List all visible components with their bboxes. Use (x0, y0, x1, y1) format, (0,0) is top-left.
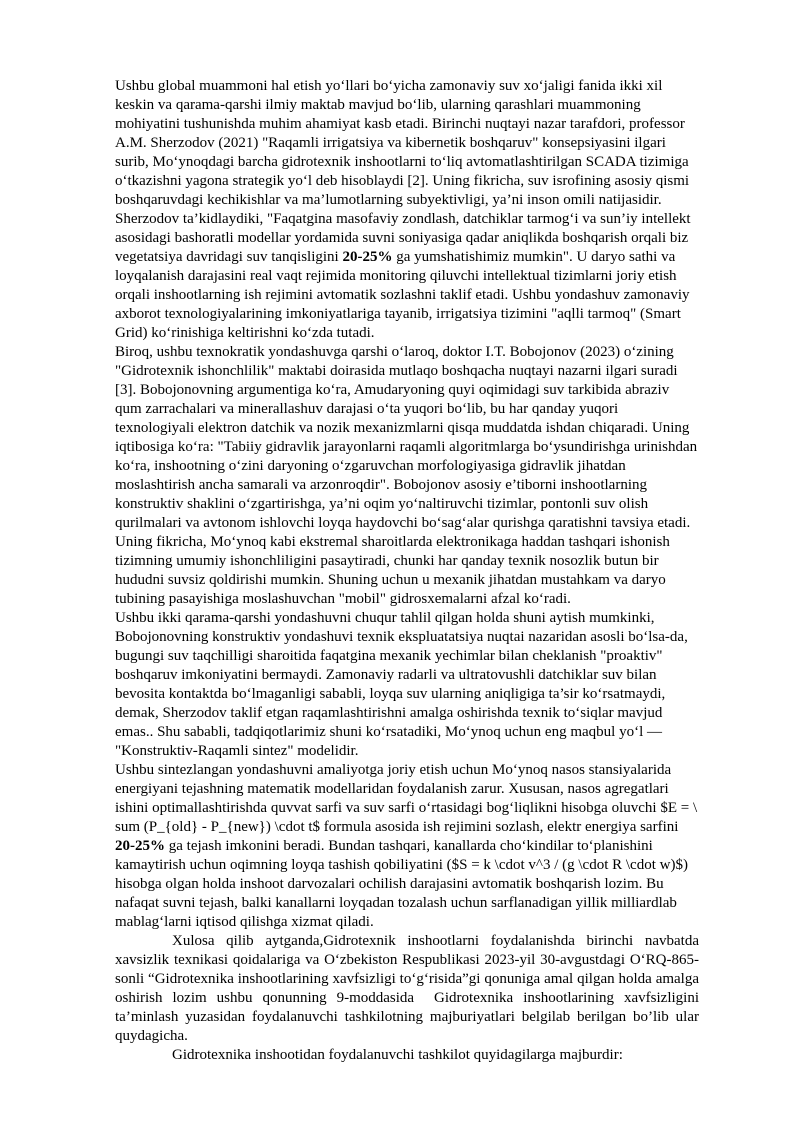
text-run: Ushbu sintezlangan yondashuvni amaliyotga joriy etish uchun Moʻynoq nasos stansiyalarida energiyani tejashning matematik modellaridan foydalanish zarur. Xususan, nasos agregatlari ishini optimallashtirishda quvvat sarfi va suv sarfi oʻrtasidagi bogʻliqlikni hisobga oluvchi $E = \ sum (P_{old} - P_{new}) \cdot t$ formula asosida ish rejimini sozlash, elektr energiya sarfini (115, 762, 698, 835)
text-run: Ushbu ikki qarama-qarshi yondashuvni chuqur tahlil qilgan holda shuni aytish mumkinki, Bobojonovning konstruktiv yondashuvi texnik ekspluatatsiya nuqtai nazaridan asosli boʻlsa-da, bugungi suv taqchilligi sharoitida faqatgina mexanik yechimlar bilan cheklanish "proaktiv" boshqaruv imkoniyatini bermaydi. Zamonaviy radarli va ultratovushli datchiklar suv bilan bevosita kontaktda boʻlmaganligi sababli, loyqa suv ularning aniqligiga ta’sir koʻrsatmaydi, demak, Sherzodov taklif etgan raqamlashtirishni amalga oshirishda texnik toʻsiqlar mavjud emas.. Shu sababli, tadqiqotlarimiz shuni koʻrsatadiki, Moʻynoq uchun eng maqbul yoʻl — "Konstruktiv-Raqamli sintez" modelidir. (115, 610, 688, 759)
text-run: ga yumshatishimiz mumkin". U daryo sathi va loyqalanish darajasini real vaqt rejimida monitoring qiluvchi intellektual tizimlarni joriy etish orqali inshootlarning ish rejimini avtomatik sozlashni taklif etadi. Ushbu yondashuv zamonaviy axborot texnologiyalarining imkoniyatlariga tayanib, irrigatsiya tizimini "aqlli tarmoq" (Smart Grid) koʻrinishiga keltirishni koʻzda tutadi. (115, 249, 690, 341)
paragraph (115, 343, 699, 609)
text-run: Xulosa qilib aytganda,Gidrotexnik inshootlarni foydalanishda birinchi navbatda xavsizlik texnikasi qoidalariga va Oʻzbekiston Respublikasi 2023-yil 30-avgustdagi OʻRQ-865-sonli “Gidrotexnika inshootlarining xavfsizligi toʻgʻrisida”gi qonuniga amal qilgan holda amalga oshirish lozim ushbu qonunning 9-moddasida Gidrotexnika inshootlarining xavfsizligini ta’minlash yuzasidan foydalanuvchi tashkilotning majburiyatlari belgilab berilgan bo’lib ular quydagicha. (115, 933, 699, 1044)
paragraph (115, 609, 699, 761)
paragraph (115, 761, 699, 932)
paragraph (115, 77, 699, 343)
text-run: ga tejash imkonini beradi. Bundan tashqari, kanallarda choʻkindilar toʻplanishini kamaytirish uchun oqimning loyqa tashish qobiliyatini ($S = k \cdot v^3 / (g \cdot R \cdot w)$) hisobga olgan holda inshoot darvozalari ochilish darajasini avtomatik boshqarish lozim. Bu nafaqat suvni tejash, balki kanallarni loyqadan tozalash uchun sarflanadigan yillik milliardlab mablagʻlarni iqtisod qilishga xizmat qiladi. (115, 838, 688, 930)
text-run: Biroq, ushbu texnokratik yondashuvga qarshi oʻlaroq, doktor I.T. Bobojonov (2023) oʻzining "Gidrotexnik ishonchlilik" maktabi doirasida mutlaqo boshqacha nuqtayi nazarni ilgari suradi [3]. Bobojonovning argumentiga koʻra, Amudaryoning quyi oqimidagi suv tarkibida abraziv qum zarrachalari va minerallashuv darajasi oʻta yuqori boʻlib, bu har qanday yuqori texnologiyali elektron datchik va nozik mexanizmlarni qisqa muddatda ishdan chiqaradi. Uning iqtibosiga koʻra: "Tabiiy gidravlik jarayonlarni raqamli algoritmlarga boʻysundirishga urinishdan koʻra, inshootning oʻzini daryoning oʻzgaruvchan morfologiyasiga gidravlik jihatdan moslashtirish ancha samarali va arzonroqdir". Bobojonov asosiy e’tiborni inshootlarning konstruktiv shaklini oʻzgartirishga, ya’ni oqim yoʻnaltiruvchi tizimlar, pontonli suv olish qurilmalari va avtonom ishlovchi loyqa haydovchi boʻsagʻalar qurishga qaratishni tavsiya etadi. Uning fikricha, Moʻynoq kabi ekstremal sharoitlarda elektronikaga haddan tashqari ishonish tizimning umumiy ishonchliligini pasaytiradi, chunki har qanday texnik nosozlik butun bir hududni suvsiz qoldirishi mumkin. Shuning uchun u mexanik jihatdan mustahkam va daryo tubining pasayishiga moslashuvchan "mobil" gidrosxemalarni afzal koʻradi. (115, 344, 698, 607)
text-run: Ushbu global muammoni hal etish yoʻllari boʻyicha zamonaviy suv xoʻjaligi fanida ikki xil keskin va qarama-qarshi ilmiy maktab mavjud boʻlib, ularning qarashlari muammoning mohiyatini tushunishda muhim ahamiyat kasb etadi. Birinchi nuqtayi nazar tarafdori, professor A.M. Sherzodov (2021) "Raqamli irrigatsiya va kibernetik boshqaruv" konsepsiyasini ilgari surib, Moʻynoqdagi barcha gidrotexnik inshootlarni toʻliq avtomatlashtirilgan SCADA tizimiga oʻtkazishni yagona strategik yoʻl deb hisoblaydi [2]. Uning fikricha, suv isrofining asosiy qismi boshqaruvdagi kechikishlar va ma’lumotlarning subyektivligi, ya’ni inson omili natijasidir. Sherzodov ta’kidlaydiki, "Faqatgina masofaviy zondlash, datchiklar tarmogʻi va sun’iy intellekt asosidagi bashoratli modellar yordamida suvni soniyasiga qadar aniqlikda boshqarish orqali biz vegetatsiya davridagi suv tanqisligini (115, 78, 691, 265)
bold-text-run: 20-25% (342, 249, 393, 265)
text-run: Gidrotexnika inshootidan foydalanuvchi tashkilot quyidagilarga majburdir: (172, 1047, 623, 1063)
bold-text-run: 20-25% (115, 838, 165, 854)
paragraph (115, 932, 699, 1046)
paragraph (115, 1046, 699, 1065)
